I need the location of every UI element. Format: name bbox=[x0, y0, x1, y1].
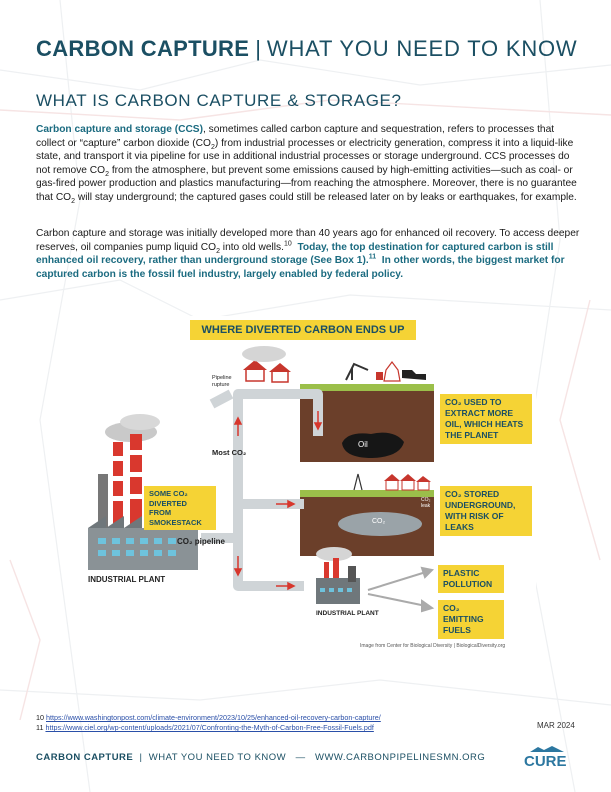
oil-label: Oil bbox=[358, 440, 368, 449]
paragraph-history bbox=[36, 227, 581, 281]
image-credit: Image from Center for Biological Diversity | BiologicalDiversity.org bbox=[360, 643, 506, 649]
callout-oil-extraction: CO₂ USED TO EXTRACT MORE OIL, WHICH HEATS THE PLANET bbox=[440, 394, 532, 444]
page-footer bbox=[36, 752, 485, 763]
cure-logo bbox=[524, 746, 567, 770]
para1-text-2: ) from industrial processes or electricity generation, compress it into a liquid-like state, and transport it via pipeline for use in additional industrial processes or storage underground. CCS processes do not remove CO bbox=[36, 137, 574, 176]
houses-top bbox=[242, 346, 291, 382]
logo-text: CURE bbox=[524, 753, 567, 770]
co2-subscript: 2 bbox=[210, 143, 215, 151]
co2-pipeline-label: CO₂ pipeline bbox=[177, 537, 226, 546]
footnote-num: 11 bbox=[36, 723, 44, 732]
co2-subscript: 2 bbox=[105, 170, 109, 178]
page-header bbox=[36, 36, 596, 62]
footnote-ref-10: 10 bbox=[283, 240, 292, 248]
highlight-text-1: Today, the top destination for captured carbon is still enhanced oil recovery, rather than underground storage (See Box 1). bbox=[36, 241, 554, 267]
para1-text-1: , sometimes called carbon capture and sequestration, refers to processes that collect or “capture” carbon dioxide (CO bbox=[36, 124, 555, 149]
footer-url[interactable]: WWW.CARBONPIPELINESMN.ORG bbox=[314, 752, 486, 763]
callout-stored-underground: CO₂ STORED UNDERGROUND, WITH RISK OF LEAKS bbox=[440, 486, 532, 536]
most-co2-label: Most CO₂ bbox=[212, 448, 247, 457]
pumpjack bbox=[346, 364, 368, 380]
paragraph-ccs-definition bbox=[36, 123, 581, 205]
header-title-bold: CARBON CAPTURE bbox=[36, 36, 250, 61]
para2-text-2: into old wells. bbox=[219, 241, 284, 253]
highlight-text-2: In other words, the biggest market for captured carbon is the fossil fuel industry, largely enabled by federal policy. bbox=[36, 255, 565, 280]
footer-title-light: WHAT YOU NEED TO KNOW bbox=[148, 752, 287, 763]
footnote-link-10[interactable]: https://www.washingtonpost.com/climate-environment/2023/10/25/enhanced-oil-recovery-carbon-capture/ bbox=[46, 713, 381, 722]
co2-leak-label: CO₂ leak bbox=[421, 497, 431, 509]
para1-text-3: from the atmosphere, but prevent some emissions caused by high-emitting activities—such as coal- or gas-fired power production and plastics manufacturing—from reaching the atmosphere. Moreover, there is no guarantee that CO bbox=[36, 164, 577, 203]
footnote-link-11[interactable]: https://www.ciel.org/wp-content/uploads/2021/07/Confronting-the-Myth-of-Carbon-Free-Fossil-Fuels.pdf bbox=[45, 723, 374, 732]
footer-separator: | bbox=[139, 752, 143, 763]
callout-emitting-fuels: CO₂ EMITTING FUELS bbox=[438, 600, 504, 639]
callout-plastic-pollution: PLASTIC POLLUTION bbox=[438, 565, 504, 593]
header-title-light: WHAT YOU NEED TO KNOW bbox=[266, 36, 578, 61]
figure-title: WHERE DIVERTED CARBON ENDS UP bbox=[190, 320, 416, 340]
truck bbox=[402, 370, 426, 380]
footnote-ref-11: 11 bbox=[368, 253, 377, 261]
header-separator: | bbox=[255, 36, 261, 61]
houses-storage bbox=[384, 474, 431, 490]
industrial-plant-right-label: INDUSTRIAL PLANT bbox=[316, 610, 379, 617]
footnote-10 bbox=[36, 713, 381, 722]
co2-subscript: 2 bbox=[216, 247, 220, 255]
footnote-11 bbox=[36, 723, 374, 732]
ccs-lead: Carbon capture and storage (CCS) bbox=[36, 124, 203, 135]
co2-subscript: 2 bbox=[71, 198, 76, 205]
section-title: WHAT IS CARBON CAPTURE & STORAGE? bbox=[36, 91, 402, 110]
footer-title-bold: CARBON CAPTURE bbox=[36, 752, 134, 763]
pipeline-rupture-label: Pipeline rupture bbox=[212, 375, 232, 388]
callout-smokestack: SOME CO₂ DIVERTED FROM SMOKESTACK bbox=[144, 486, 216, 530]
footer-dash: — bbox=[295, 752, 306, 763]
para1-text-4: will stay underground; the captured gases could still be released later on by leaks or earthquakes, for example. bbox=[75, 191, 577, 203]
co2-pool-label: CO₂ bbox=[372, 518, 386, 525]
publication-date: MAR 2024 bbox=[537, 721, 575, 730]
para2-text-1: Carbon capture and storage was initially developed more than 40 years ago for enhanced oil recovery. To access deeper reserves, oil companies pump liquid CO bbox=[36, 228, 580, 253]
footnote-num: 10 bbox=[36, 713, 44, 722]
drill-rig bbox=[354, 474, 362, 490]
carbon-flow-figure bbox=[86, 316, 536, 659]
industrial-plant-left-label: INDUSTRIAL PLANT bbox=[88, 575, 166, 584]
logo-mountain-icon bbox=[530, 746, 564, 752]
